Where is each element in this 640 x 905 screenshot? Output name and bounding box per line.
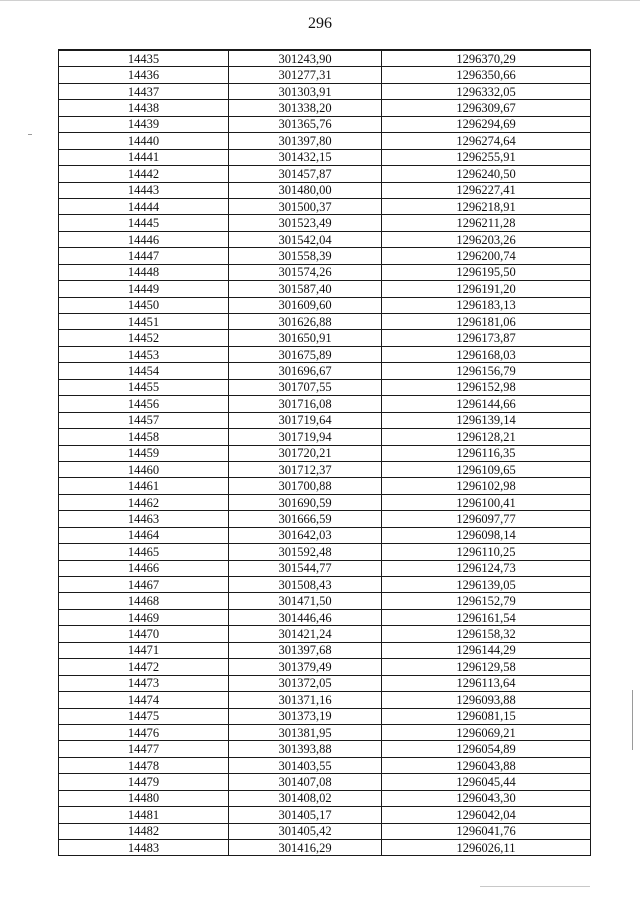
table-row: [59, 363, 591, 379]
table-row: [59, 314, 591, 330]
scan-top-edge: [0, 0, 640, 1]
y-coordinate-cell: 1296045,44: [382, 774, 591, 790]
y-coordinate-cell: 1296043,30: [382, 790, 591, 806]
x-coordinate-cell: 301558,39: [229, 248, 382, 264]
y-coordinate-cell: 1296139,05: [382, 577, 591, 593]
table-row: [59, 577, 591, 593]
point-number-cell: 14448: [59, 264, 229, 280]
x-coordinate-cell: 301338,20: [229, 100, 382, 116]
y-coordinate-cell: 1296227,41: [382, 182, 591, 198]
y-coordinate-cell: 1296144,66: [382, 396, 591, 412]
table-row: [59, 741, 591, 757]
point-number-cell: 14457: [59, 412, 229, 428]
y-coordinate-cell: 1296054,89: [382, 741, 591, 757]
table-row: [59, 757, 591, 773]
x-coordinate-cell: 301471,50: [229, 593, 382, 609]
table-row: [59, 461, 591, 477]
y-coordinate-cell: 1296173,87: [382, 330, 591, 346]
table-row: [59, 642, 591, 658]
point-number-cell: 14474: [59, 692, 229, 708]
y-coordinate-cell: 1296309,67: [382, 100, 591, 116]
point-number-cell: 14465: [59, 544, 229, 560]
y-coordinate-cell: 1296144,29: [382, 642, 591, 658]
y-coordinate-cell: 1296152,79: [382, 593, 591, 609]
x-coordinate-cell: 301592,48: [229, 544, 382, 560]
table-row: [59, 626, 591, 642]
y-coordinate-cell: 1296110,25: [382, 544, 591, 560]
y-coordinate-cell: 1296081,15: [382, 708, 591, 724]
point-number-cell: 14464: [59, 527, 229, 543]
x-coordinate-cell: 301712,37: [229, 461, 382, 477]
x-coordinate-cell: 301700,88: [229, 478, 382, 494]
point-number-cell: 14447: [59, 248, 229, 264]
x-coordinate-cell: 301574,26: [229, 264, 382, 280]
y-coordinate-cell: 1296098,14: [382, 527, 591, 543]
point-number-cell: 14440: [59, 133, 229, 149]
table-row: [59, 396, 591, 412]
y-coordinate-cell: 1296218,91: [382, 198, 591, 214]
y-coordinate-cell: 1296041,76: [382, 823, 591, 839]
table-row: [59, 708, 591, 724]
y-coordinate-cell: 1296294,69: [382, 116, 591, 132]
y-coordinate-cell: 1296200,74: [382, 248, 591, 264]
table-row: [59, 675, 591, 691]
point-number-cell: 14482: [59, 823, 229, 839]
x-coordinate-cell: 301666,59: [229, 511, 382, 527]
x-coordinate-cell: 301696,67: [229, 363, 382, 379]
point-number-cell: 14475: [59, 708, 229, 724]
point-number-cell: 14466: [59, 560, 229, 576]
table-row: [59, 429, 591, 445]
scan-artifact: [28, 134, 32, 135]
y-coordinate-cell: 1296203,26: [382, 231, 591, 247]
coordinates-table: [58, 49, 591, 856]
table-row: [59, 215, 591, 231]
x-coordinate-cell: 301523,49: [229, 215, 382, 231]
y-coordinate-cell: 1296124,73: [382, 560, 591, 576]
x-coordinate-cell: 301675,89: [229, 346, 382, 362]
point-number-cell: 14454: [59, 363, 229, 379]
x-coordinate-cell: 301707,55: [229, 379, 382, 395]
point-number-cell: 14476: [59, 724, 229, 740]
x-coordinate-cell: 301372,05: [229, 675, 382, 691]
point-number-cell: 14441: [59, 149, 229, 165]
y-coordinate-cell: 1296109,65: [382, 461, 591, 477]
x-coordinate-cell: 301381,95: [229, 724, 382, 740]
point-number-cell: 14468: [59, 593, 229, 609]
x-coordinate-cell: 301716,08: [229, 396, 382, 412]
x-coordinate-cell: 301544,77: [229, 560, 382, 576]
table-row: [59, 231, 591, 247]
point-number-cell: 14477: [59, 741, 229, 757]
x-coordinate-cell: 301393,88: [229, 741, 382, 757]
x-coordinate-cell: 301457,87: [229, 166, 382, 182]
table-row: [59, 774, 591, 790]
y-coordinate-cell: 1296191,20: [382, 281, 591, 297]
point-number-cell: 14460: [59, 461, 229, 477]
point-number-cell: 14451: [59, 314, 229, 330]
table-row: [59, 478, 591, 494]
table-row: [59, 297, 591, 313]
x-coordinate-cell: 301397,68: [229, 642, 382, 658]
x-coordinate-cell: 301416,29: [229, 840, 382, 856]
table-row: [59, 264, 591, 280]
x-coordinate-cell: 301719,94: [229, 429, 382, 445]
scan-artifact: [632, 690, 633, 750]
point-number-cell: 14481: [59, 807, 229, 823]
point-number-cell: 14444: [59, 198, 229, 214]
point-number-cell: 14456: [59, 396, 229, 412]
table-row: [59, 50, 591, 67]
x-coordinate-cell: 301373,19: [229, 708, 382, 724]
x-coordinate-cell: 301432,15: [229, 149, 382, 165]
table-row: [59, 692, 591, 708]
table-row: [59, 379, 591, 395]
point-number-cell: 14473: [59, 675, 229, 691]
table-row: [59, 248, 591, 264]
y-coordinate-cell: 1296069,21: [382, 724, 591, 740]
y-coordinate-cell: 1296097,77: [382, 511, 591, 527]
table-row: [59, 346, 591, 362]
x-coordinate-cell: 301405,42: [229, 823, 382, 839]
point-number-cell: 14442: [59, 166, 229, 182]
y-coordinate-cell: 1296158,32: [382, 626, 591, 642]
coordinates-table-body: [59, 50, 591, 856]
x-coordinate-cell: 301243,90: [229, 50, 382, 67]
x-coordinate-cell: 301480,00: [229, 182, 382, 198]
table-row: [59, 445, 591, 461]
table-row: [59, 823, 591, 839]
x-coordinate-cell: 301719,64: [229, 412, 382, 428]
y-coordinate-cell: 1296128,21: [382, 429, 591, 445]
y-coordinate-cell: 1296183,13: [382, 297, 591, 313]
table-row: [59, 67, 591, 83]
y-coordinate-cell: 1296100,41: [382, 494, 591, 510]
x-coordinate-cell: 301609,60: [229, 297, 382, 313]
point-number-cell: 14469: [59, 609, 229, 625]
point-number-cell: 14446: [59, 231, 229, 247]
table-row: [59, 330, 591, 346]
y-coordinate-cell: 1296116,35: [382, 445, 591, 461]
scan-artifact: [480, 886, 590, 887]
table-row: [59, 149, 591, 165]
table-row: [59, 560, 591, 576]
table-row: [59, 281, 591, 297]
y-coordinate-cell: 1296255,91: [382, 149, 591, 165]
point-number-cell: 14480: [59, 790, 229, 806]
y-coordinate-cell: 1296370,29: [382, 50, 591, 67]
point-number-cell: 14435: [59, 50, 229, 67]
table-row: [59, 133, 591, 149]
table-row: [59, 116, 591, 132]
table-row: [59, 840, 591, 856]
x-coordinate-cell: 301650,91: [229, 330, 382, 346]
point-number-cell: 14467: [59, 577, 229, 593]
point-number-cell: 14458: [59, 429, 229, 445]
y-coordinate-cell: 1296161,54: [382, 609, 591, 625]
point-number-cell: 14436: [59, 67, 229, 83]
y-coordinate-cell: 1296211,28: [382, 215, 591, 231]
x-coordinate-cell: 301642,03: [229, 527, 382, 543]
y-coordinate-cell: 1296195,50: [382, 264, 591, 280]
table-row: [59, 659, 591, 675]
table-row: [59, 83, 591, 99]
y-coordinate-cell: 1296129,58: [382, 659, 591, 675]
point-number-cell: 14463: [59, 511, 229, 527]
x-coordinate-cell: 301365,76: [229, 116, 382, 132]
point-number-cell: 14438: [59, 100, 229, 116]
point-number-cell: 14443: [59, 182, 229, 198]
table-row: [59, 724, 591, 740]
x-coordinate-cell: 301407,08: [229, 774, 382, 790]
y-coordinate-cell: 1296332,05: [382, 83, 591, 99]
point-number-cell: 14462: [59, 494, 229, 510]
x-coordinate-cell: 301508,43: [229, 577, 382, 593]
point-number-cell: 14437: [59, 83, 229, 99]
x-coordinate-cell: 301446,46: [229, 609, 382, 625]
table-row: [59, 166, 591, 182]
y-coordinate-cell: 1296043,88: [382, 757, 591, 773]
y-coordinate-cell: 1296168,03: [382, 346, 591, 362]
x-coordinate-cell: 301371,16: [229, 692, 382, 708]
x-coordinate-cell: 301277,31: [229, 67, 382, 83]
x-coordinate-cell: 301500,37: [229, 198, 382, 214]
x-coordinate-cell: 301690,59: [229, 494, 382, 510]
table-row: [59, 593, 591, 609]
point-number-cell: 14452: [59, 330, 229, 346]
x-coordinate-cell: 301720,21: [229, 445, 382, 461]
y-coordinate-cell: 1296139,14: [382, 412, 591, 428]
point-number-cell: 14461: [59, 478, 229, 494]
x-coordinate-cell: 301408,02: [229, 790, 382, 806]
x-coordinate-cell: 301397,80: [229, 133, 382, 149]
x-coordinate-cell: 301403,55: [229, 757, 382, 773]
point-number-cell: 14483: [59, 840, 229, 856]
point-number-cell: 14449: [59, 281, 229, 297]
point-number-cell: 14479: [59, 774, 229, 790]
y-coordinate-cell: 1296152,98: [382, 379, 591, 395]
y-coordinate-cell: 1296274,64: [382, 133, 591, 149]
point-number-cell: 14470: [59, 626, 229, 642]
y-coordinate-cell: 1296156,79: [382, 363, 591, 379]
table-row: [59, 790, 591, 806]
point-number-cell: 14445: [59, 215, 229, 231]
table-row: [59, 198, 591, 214]
table-row: [59, 182, 591, 198]
x-coordinate-cell: 301542,04: [229, 231, 382, 247]
y-coordinate-cell: 1296093,88: [382, 692, 591, 708]
x-coordinate-cell: 301421,24: [229, 626, 382, 642]
table-row: [59, 511, 591, 527]
x-coordinate-cell: 301379,49: [229, 659, 382, 675]
y-coordinate-cell: 1296181,06: [382, 314, 591, 330]
table-row: [59, 527, 591, 543]
y-coordinate-cell: 1296026,11: [382, 840, 591, 856]
x-coordinate-cell: 301405,17: [229, 807, 382, 823]
point-number-cell: 14478: [59, 757, 229, 773]
point-number-cell: 14459: [59, 445, 229, 461]
x-coordinate-cell: 301587,40: [229, 281, 382, 297]
table-row: [59, 807, 591, 823]
y-coordinate-cell: 1296240,50: [382, 166, 591, 182]
y-coordinate-cell: 1296113,64: [382, 675, 591, 691]
page-number: 296: [308, 15, 332, 32]
x-coordinate-cell: 301303,91: [229, 83, 382, 99]
table-row: [59, 100, 591, 116]
y-coordinate-cell: 1296350,66: [382, 67, 591, 83]
table-row: [59, 544, 591, 560]
table-row: [59, 609, 591, 625]
point-number-cell: 14472: [59, 659, 229, 675]
y-coordinate-cell: 1296102,98: [382, 478, 591, 494]
point-number-cell: 14455: [59, 379, 229, 395]
point-number-cell: 14439: [59, 116, 229, 132]
table-row: [59, 494, 591, 510]
point-number-cell: 14450: [59, 297, 229, 313]
x-coordinate-cell: 301626,88: [229, 314, 382, 330]
point-number-cell: 14453: [59, 346, 229, 362]
table-row: [59, 412, 591, 428]
point-number-cell: 14471: [59, 642, 229, 658]
y-coordinate-cell: 1296042,04: [382, 807, 591, 823]
